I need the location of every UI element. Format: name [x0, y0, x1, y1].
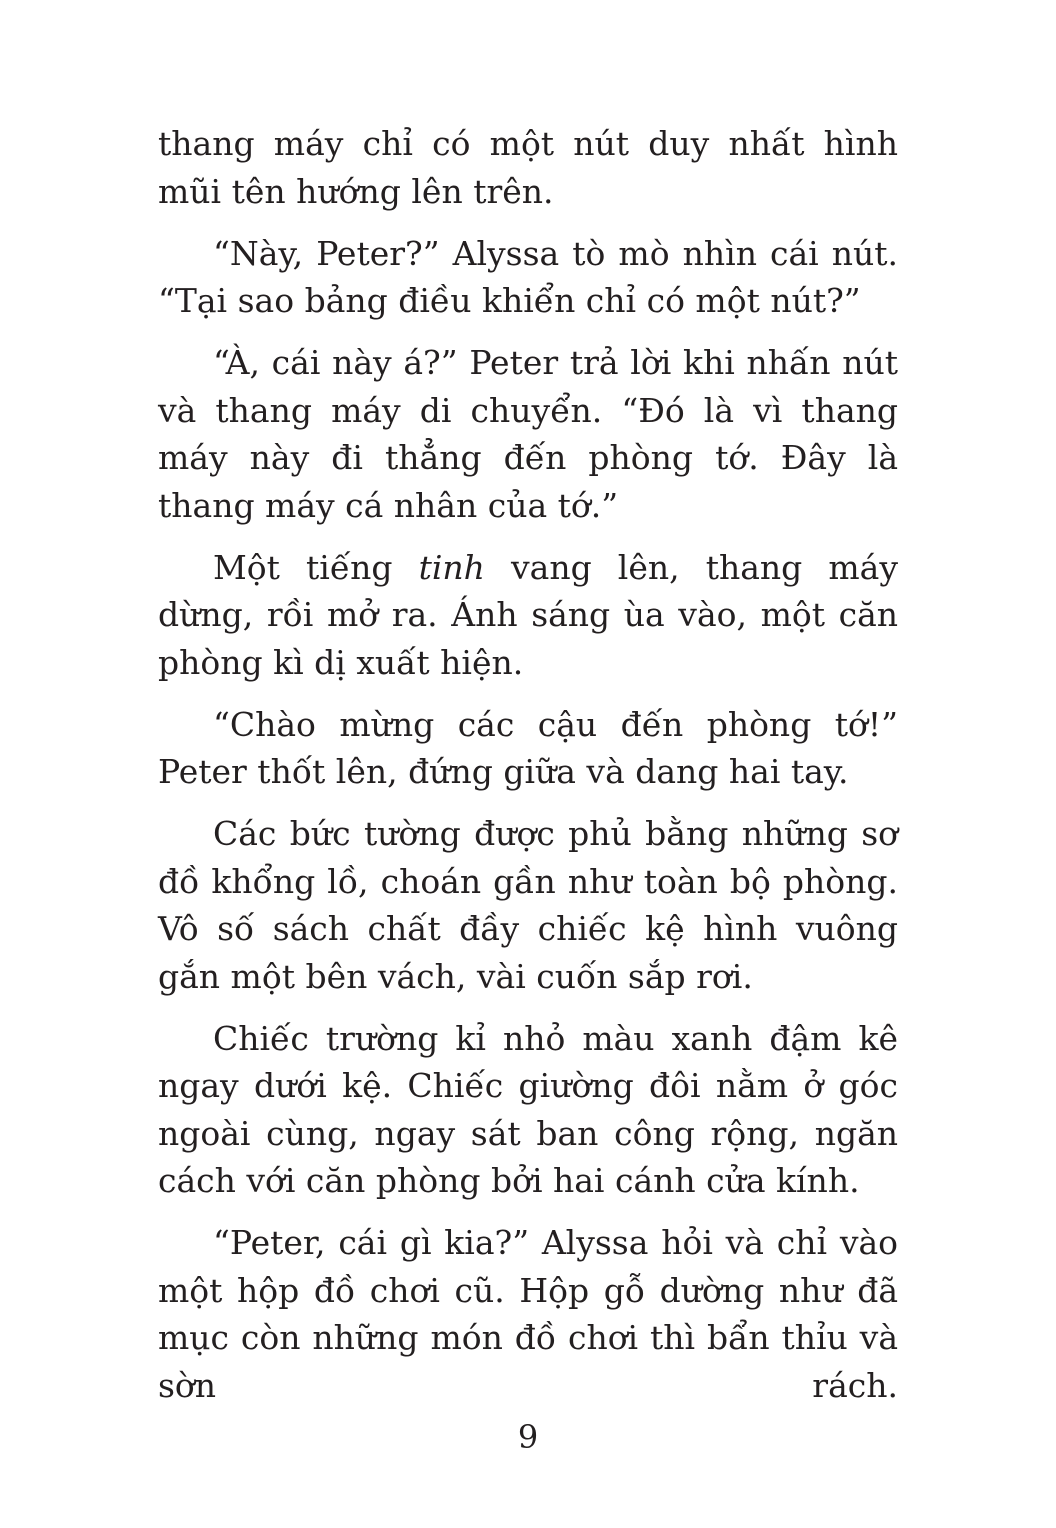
paragraph-7: Chiếc trường kỉ nhỏ màu xanh đậm kê ngay dưới kệ. Chiếc giường đôi nằm ở góc ngoài cùng, ngay sát ban công rộng, ngăn cách với căn phòng bởi hai cánh cửa kính.: [158, 1018, 898, 1200]
paragraph-4: Một tiếng tinh vang lên, thang máy dừng, rồi mở ra. Ánh sáng ùa vào, một căn phòng kì dị xuất hiện.: [158, 547, 898, 682]
paragraph-3: “À, cái này á?” Peter trả lời khi nhấn nút và thang máy di chuyển. “Đó là vì thang máy này đi thẳng đến phòng tớ. Đây là thang máy cá nhân của tớ.”: [158, 343, 898, 525]
body-text: [158, 120, 898, 1424]
paragraph-2: “Này, Peter?” Alyssa tò mò nhìn cái nút. “Tại sao bảng điều khiển chỉ có một nút?”: [158, 233, 898, 320]
paragraph-6: Các bức tường được phủ bằng những sơ đồ khổng lồ, choán gần như toàn bộ phòng. Vô số sách chất đầy chiếc kệ hình vuông gắn một bên vách, vài cuốn sắp rơi.: [158, 814, 898, 996]
italic-word: tinh: [418, 547, 485, 587]
paragraph-8: “Peter, cái gì kia?” Alyssa hỏi và chỉ vào một hộp đồ chơi cũ. Hộp gỗ dường như đã mục còn những món đồ chơi thì bẩn thỉu và sờn rách.: [158, 1223, 898, 1405]
paragraph-5: “Chào mừng các cậu đến phòng tớ!” Peter thốt lên, đứng giữa và dang hai tay.: [158, 704, 898, 791]
paragraph-1: thang máy chỉ có một nút duy nhất hình mũi tên hướng lên trên.: [158, 124, 898, 211]
page-number: 9: [517, 1418, 539, 1456]
